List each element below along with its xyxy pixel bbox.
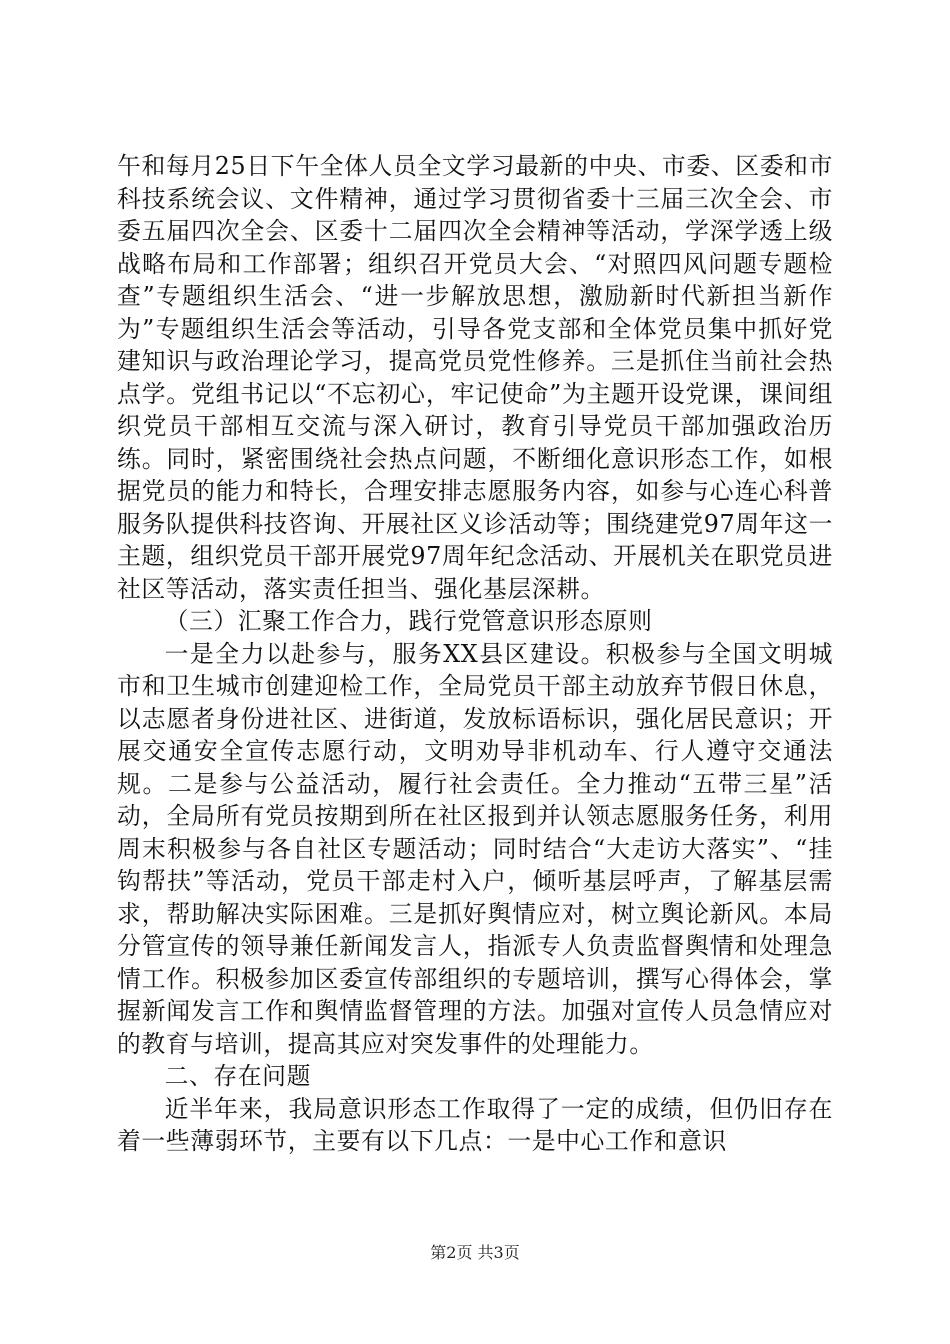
paragraph-3: 近半年来，我局意识形态工作取得了一定的成绩，但仍旧存在着一些薄弱环节，主要有以下几点：一是中心工作和意识: [117, 1094, 833, 1155]
section-heading-problems: 二、存在问题: [164, 1062, 311, 1090]
paragraph-1: 午和每月25日下午全体人员全文学习最新的中央、市委、区委和市科技系统会议、文件精神，通过学习贯彻省委十三届三次全会、市委五届四次全会、区委十二届四次全会精神等活动，学深学透上级战略布局和工作部署；组织召开党员大会、“对照四风问题专题检查”专题组织生活会、“进一步解放思想，激励新时代新担当新作为”专题组织生活会等活动，引导各党支部和全体党员集中抓好党建知识与政治理论学习，提高党员党性修养。三是抓住当前社会热点学。党组书记以“不忘初心，牢记使命”为主题开设党课，课间组织党员干部相互交流与深入研讨，教育引导党员干部加强政治历练。同时，紧密围绕社会热点问题，不断细化意识形态工作，如根据党员的能力和特长，合理安排志愿服务内容，如参与心连心科普服务队提供科技咨询、开展社区义诊活动等；围绕建党97周年这一主题，组织党员干部开展党97周年纪念活动、开展机关在职党员进社区等活动，落实责任担当、强化基层深耕。: [117, 152, 833, 603]
paragraph-2: 一是全力以赴参与，服务XX县区建设。积极参与全国文明城市和卫生城市创建迎检工作，全局党员干部主动放弃节假日休息，以志愿者身份进社区、进街道，发放标语标识，强化居民意识；开展交通安全宣传志愿行动，文明劝导非机动车、行人遵守交通法规。二是参与公益活动，履行社会责任。全力推动“五带三星”活动，全局所有党员按期到所在社区报到并认领志愿服务任务，利用周末积极参与各自社区专题活动；同时结合“大走访大落实”、“挂钩帮扶”等活动，党员干部走村入户，倾听基层呼声，了解基层需求，帮助解决实际困难。三是抓好舆情应对，树立舆论新风。本局分管宣传的领导兼任新闻发言人，指派专人负责监督舆情和处理急情工作。积极参加区委宣传部组织的专题培训，撰写心得体会，掌握新闻发言工作和舆情监督管理的方法。加强对宣传人员急情应对的教育与培训，提高其应对突发事件的处理能力。: [117, 639, 833, 1058]
section-heading-3: （三）汇聚工作合力，践行党管意识形态原则: [164, 607, 653, 635]
page-footer: 第2页 共3页: [430, 1243, 520, 1262]
document-body: [117, 150, 833, 1158]
